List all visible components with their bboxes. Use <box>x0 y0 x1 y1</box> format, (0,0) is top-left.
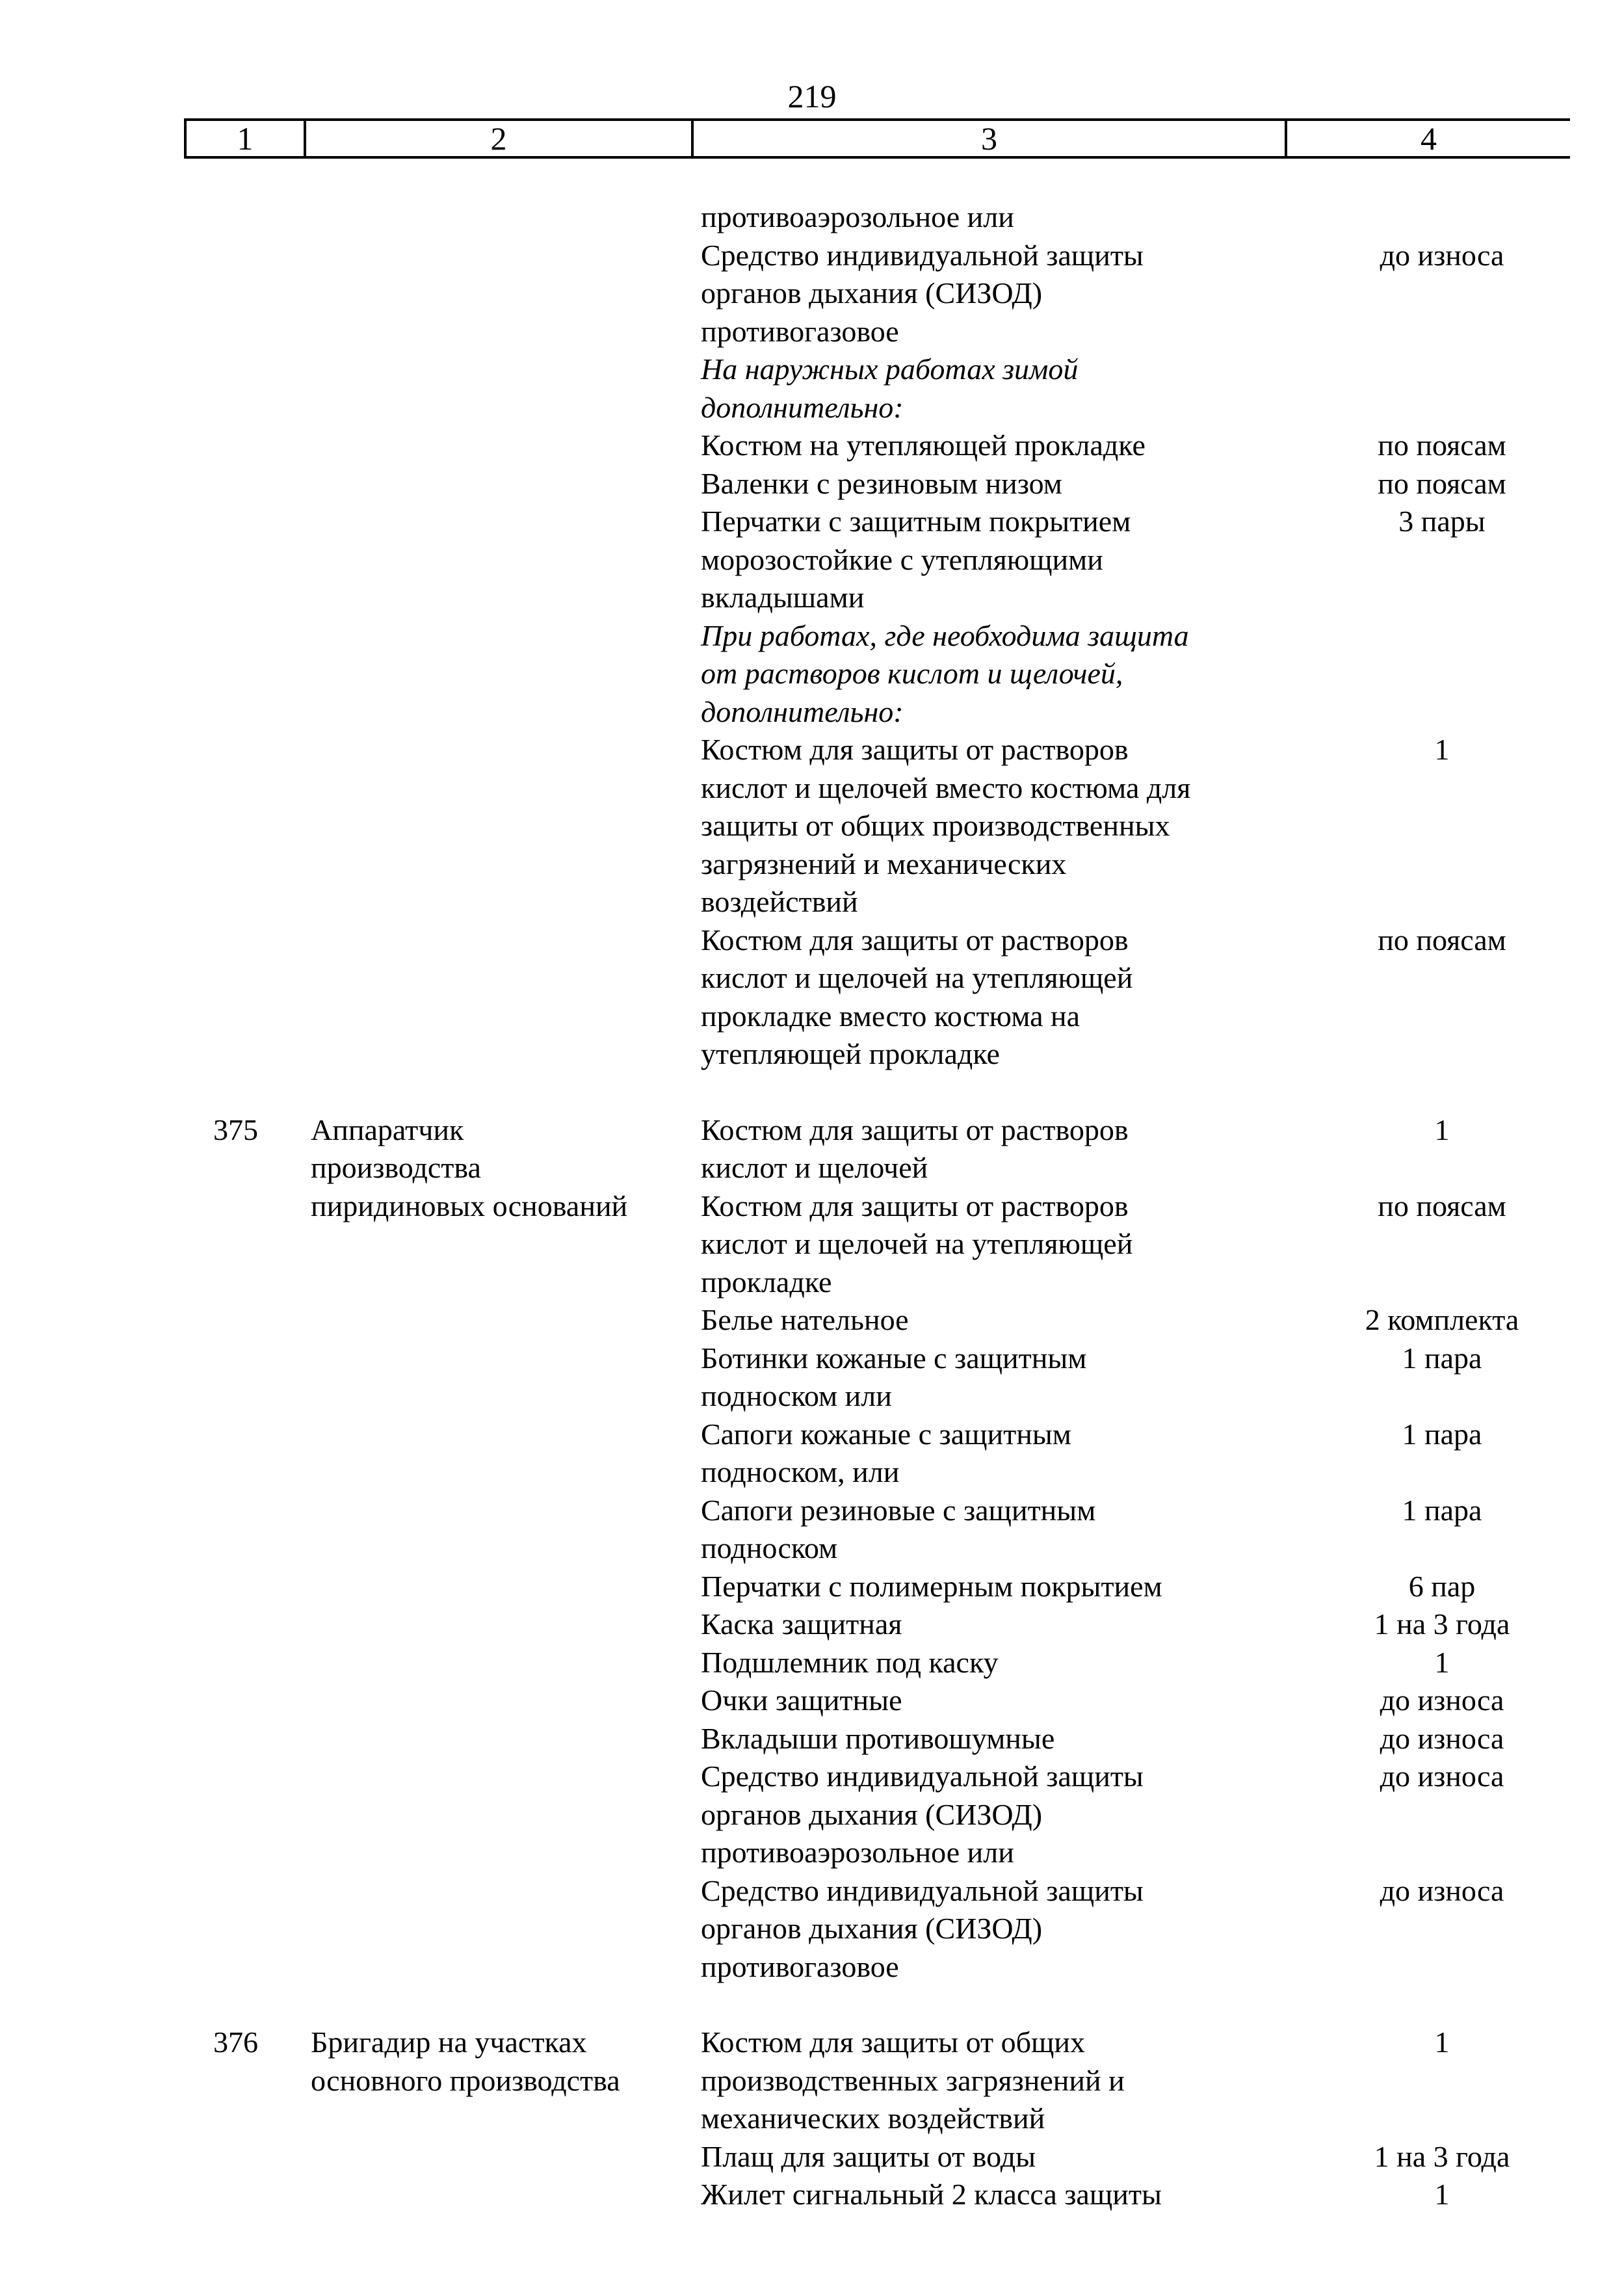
continuation-item-3-line-0: Костюм на утепляющей прокладке <box>701 429 1146 462</box>
profession-375-line-0: Аппаратчик <box>311 1113 464 1146</box>
header-col-2: 2 <box>305 120 692 157</box>
entry-375-item-4-line-0: Сапоги кожаные с защитным <box>701 1417 1071 1451</box>
entry-376-item-0-line-2: механических воздействий <box>701 2102 1045 2135</box>
entry-375-norm-6: 6 пар <box>1408 1569 1476 1603</box>
entry-375-item-1-line-2: прокладке <box>701 1265 832 1299</box>
column-header-table <box>184 118 1570 159</box>
entry-375-norm-5: 1 пара <box>1402 1493 1482 1527</box>
continuation-norm-4: по поясам <box>1378 466 1506 500</box>
continuation-item-0-line-0: противоаэрозольное или <box>701 200 1014 233</box>
continuation-item-7-line-0: Костюм для защиты от растворов <box>701 733 1129 766</box>
entry-376-norm-0: 1 <box>1434 2025 1450 2059</box>
entry-375-norm-0: 1 <box>1434 1113 1450 1146</box>
continuation-item-5-line-0: Перчатки с защитным покрытием <box>701 505 1131 538</box>
continuation-item-2-line-1: дополнительно: <box>701 390 904 424</box>
entry-375-norm-2: 2 комплекта <box>1365 1303 1519 1336</box>
entry-375-item-9-line-0: Очки защитные <box>701 1683 902 1717</box>
entry-375-item-12-line-1: органов дыхания (СИЗОД) <box>701 1912 1043 1945</box>
entry-375-norm-7: 1 на 3 года <box>1374 1607 1510 1641</box>
entry-376-norm-1: 1 на 3 года <box>1374 2139 1510 2173</box>
continuation-item-2-line-0: На наружных работах зимой <box>701 352 1079 386</box>
continuation-item-5-line-1: морозостойкие с утепляющими <box>701 542 1103 576</box>
entry-number-375: 375 <box>213 1113 258 1146</box>
entry-375-norm-11: до износа <box>1380 1760 1504 1793</box>
entry-375-item-2-line-0: Белье нательное <box>701 1303 909 1336</box>
header-col-4: 4 <box>1286 120 1570 157</box>
entry-375-norm-9: до износа <box>1380 1683 1504 1717</box>
entry-number-376: 376 <box>213 2025 258 2059</box>
continuation-item-1-line-2: противогазовое <box>701 314 899 348</box>
continuation-item-6-line-0: При работах, где необходима защита <box>701 618 1189 652</box>
continuation-item-8-line-2: прокладке вместо костюма на <box>701 999 1080 1033</box>
continuation-item-6-line-2: дополнительно: <box>701 694 904 728</box>
entry-376-item-2-line-0: Жилет сигнальный 2 класса защиты <box>701 2178 1162 2211</box>
entry-375-item-11-line-2: противоаэрозольное или <box>701 1836 1014 1869</box>
continuation-item-8-line-3: утепляющей прокладке <box>701 1037 1000 1070</box>
entry-376-item-0-line-0: Костюм для защиты от общих <box>701 2025 1086 2059</box>
entry-375-norm-8: 1 <box>1434 1645 1450 1679</box>
continuation-norm-1: до износа <box>1380 238 1504 272</box>
entry-375-item-11-line-0: Средство индивидуальной защиты <box>701 1760 1144 1793</box>
page-number: 219 <box>787 78 837 114</box>
entry-375-item-12-line-0: Средство индивидуальной защиты <box>701 1873 1144 1907</box>
entry-375-item-5-line-0: Сапоги резиновые с защитным <box>701 1493 1096 1527</box>
entry-375-item-11-line-1: органов дыхания (СИЗОД) <box>701 1797 1043 1831</box>
continuation-item-7-line-1: кислот и щелочей вместо костюма для <box>701 771 1191 804</box>
continuation-item-8-line-0: Костюм для защиты от растворов <box>701 923 1129 957</box>
continuation-norm-7: 1 <box>1434 733 1450 766</box>
entry-375-item-8-line-0: Подшлемник под каску <box>701 1645 999 1679</box>
entry-375-item-10-line-0: Вкладыши противошумные <box>701 1721 1055 1755</box>
profession-376-line-1: основного производства <box>311 2063 620 2097</box>
entry-375-norm-10: до износа <box>1380 1721 1504 1755</box>
continuation-item-7-line-2: защиты от общих производственных <box>701 809 1170 842</box>
continuation-item-1-line-1: органов дыхания (СИЗОД) <box>701 276 1043 310</box>
entry-375-item-1-line-0: Костюм для защиты от растворов <box>701 1189 1129 1222</box>
entry-375-item-3-line-1: подноском или <box>701 1379 892 1412</box>
header-col-3: 3 <box>692 120 1286 157</box>
continuation-norm-3: по поясам <box>1378 429 1506 462</box>
entry-375-norm-3: 1 пара <box>1402 1341 1482 1375</box>
profession-375-line-2: пиридиновых оснований <box>311 1189 628 1222</box>
entry-375-item-0-line-0: Костюм для защиты от растворов <box>701 1113 1129 1146</box>
continuation-item-8-line-1: кислот и щелочей на утепляющей <box>701 961 1133 994</box>
profession-376-line-0: Бригадир на участках <box>311 2025 587 2059</box>
continuation-norm-5: 3 пары <box>1398 505 1486 538</box>
continuation-item-6-line-1: от растворов кислот и щелочей, <box>701 657 1123 690</box>
entry-375-item-3-line-0: Ботинки кожаные с защитным <box>701 1341 1087 1375</box>
entry-375-norm-1: по поясам <box>1378 1189 1506 1222</box>
entry-375-item-6-line-0: Перчатки с полимерным покрытием <box>701 1569 1162 1603</box>
entry-375-item-1-line-1: кислот и щелочей на утепляющей <box>701 1227 1133 1260</box>
continuation-item-5-line-2: вкладышами <box>701 581 865 614</box>
entry-375-item-7-line-0: Каска защитная <box>701 1607 902 1641</box>
entry-375-item-5-line-1: подноском <box>701 1531 838 1564</box>
continuation-item-1-line-0: Средство индивидуальной защиты <box>701 238 1144 272</box>
continuation-item-7-line-3: загрязнений и механических <box>701 847 1067 880</box>
header-col-1: 1 <box>185 120 305 157</box>
continuation-norm-8: по поясам <box>1378 923 1506 957</box>
entry-375-norm-4: 1 пара <box>1402 1417 1482 1451</box>
profession-375-line-1: производства <box>311 1151 481 1184</box>
continuation-item-4-line-0: Валенки с резиновым низом <box>701 466 1062 500</box>
entry-376-item-1-line-0: Плащ для защиты от воды <box>701 2139 1036 2173</box>
entry-375-item-0-line-1: кислот и щелочей <box>701 1151 928 1184</box>
entry-375-item-12-line-2: противогазовое <box>701 1949 899 1983</box>
entry-376-norm-2: 1 <box>1434 2178 1450 2211</box>
entry-375-item-4-line-1: подноском, или <box>701 1455 900 1488</box>
entry-375-norm-12: до износа <box>1380 1873 1504 1907</box>
continuation-item-7-line-4: воздействий <box>701 885 858 918</box>
entry-376-item-0-line-1: производственных загрязнений и <box>701 2063 1125 2097</box>
